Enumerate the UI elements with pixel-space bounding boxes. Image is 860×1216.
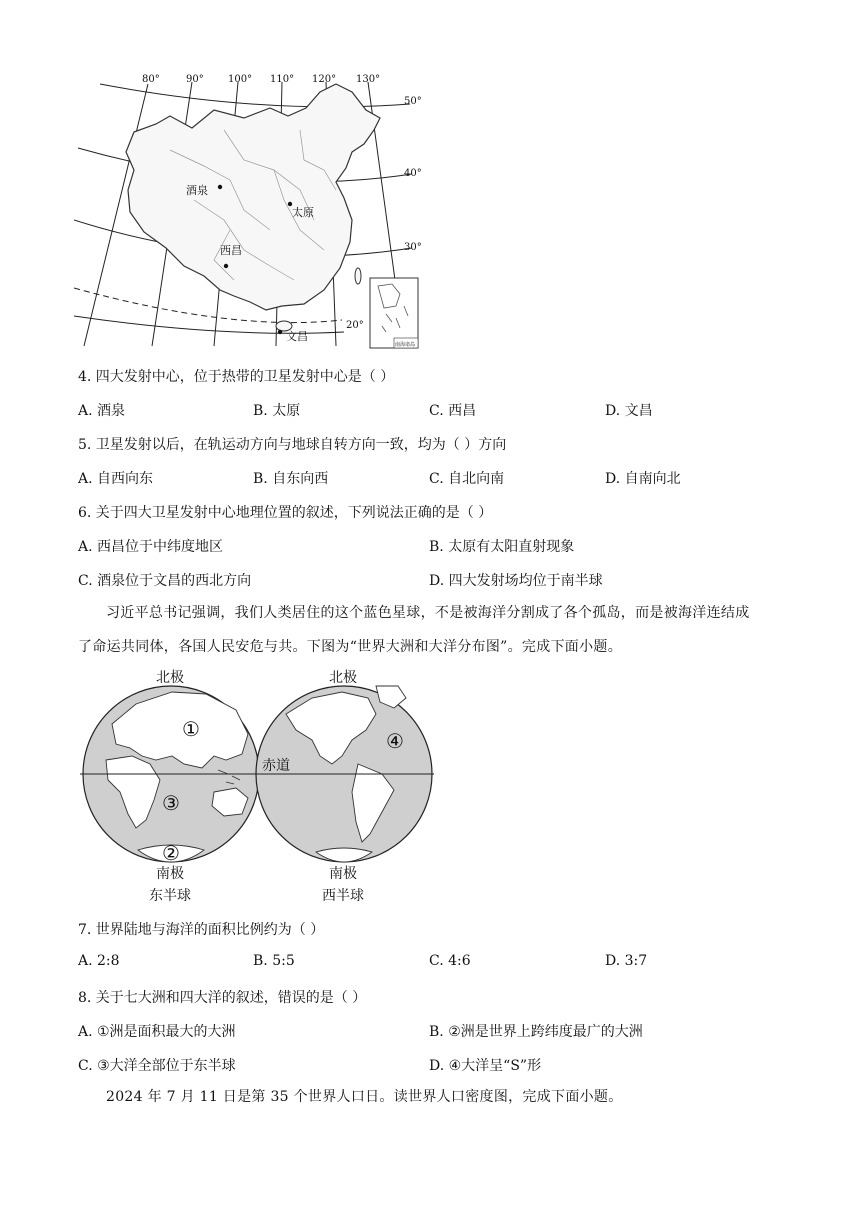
city-label-xichang: 西昌	[220, 244, 242, 257]
lat-label-30: 30°	[404, 242, 422, 253]
q4-option-c[interactable]: C. 西昌	[429, 403, 477, 419]
world-continents-oceans-map	[76, 664, 438, 908]
lon-label-110: 110°	[270, 74, 295, 85]
q8-option-b[interactable]: B. ②洲是世界上跨纬度最广的大洲	[429, 1024, 643, 1040]
q7-option-a[interactable]: A. 2:8	[78, 953, 120, 969]
lon-label-120: 120°	[312, 74, 337, 85]
passage-1-line-1: 习近平总书记强调，我们人类居住的这个蓝色星球，不是被海洋分割成了各个孤岛，而是被海洋连结成	[106, 605, 750, 621]
south-pole-label-east: 南极	[156, 866, 184, 882]
q4-option-a[interactable]: A. 酒泉	[78, 403, 126, 419]
lat-label-50: 50°	[404, 96, 422, 107]
q6-option-d[interactable]: D. 四大发射场均位于南半球	[429, 573, 603, 589]
city-label-taiyuan: 太原	[292, 206, 314, 219]
q7-option-d[interactable]: D. 3:7	[605, 953, 648, 969]
q4-option-b[interactable]: B. 太原	[253, 403, 301, 419]
wenchang-dot	[278, 330, 282, 334]
q4-option-d[interactable]: D. 文昌	[605, 403, 653, 419]
q5-option-d[interactable]: D. 自南向北	[605, 471, 681, 487]
south-pole-label-west: 南极	[329, 866, 357, 882]
question-5-stem: 5. 卫星发射以后，在轨运动方向与地球自转方向一致，均为（ ）方向	[78, 437, 507, 453]
q6-option-b[interactable]: B. 太原有太阳直射现象	[429, 539, 575, 555]
q7-option-b[interactable]: B. 5:5	[253, 953, 295, 969]
west-hemisphere-label: 西半球	[322, 888, 364, 904]
south-china-sea-inset	[370, 278, 418, 348]
marker-1: ①	[182, 717, 200, 741]
east-hemisphere-label: 东半球	[149, 888, 191, 904]
lon-label-130: 130°	[356, 74, 381, 85]
question-7-stem: 7. 世界陆地与海洋的面积比例约为（ ）	[78, 922, 325, 938]
xichang-dot	[224, 264, 228, 268]
north-pole-label-west: 北极	[329, 670, 357, 686]
q5-option-a[interactable]: A. 自西向东	[78, 471, 154, 487]
q8-option-d[interactable]: D. ④大洋呈“S”形	[429, 1058, 542, 1074]
question-6-stem: 6. 关于四大卫星发射中心地理位置的叙述，下列说法正确的是（ ）	[78, 505, 493, 521]
passage-1-line-2: 了命运共同体，各国人民安危与共。下图为“世界大洲和大洋分布图”。完成下面小题。	[78, 639, 623, 655]
marker-4: ④	[386, 729, 404, 753]
lat-label-40: 40°	[404, 168, 422, 179]
q7-option-c[interactable]: C. 4:6	[429, 953, 471, 969]
lon-label-80: 80°	[142, 74, 160, 85]
lat-label-20: 20°	[346, 320, 364, 331]
question-8-stem: 8. 关于七大洲和四大洋的叙述，错误的是（ ）	[78, 990, 367, 1006]
passage-2-line-1: 2024 年 7 月 11 日是第 35 个世界人口日。读世界人口密度图，完成下面小题。	[106, 1089, 623, 1105]
marker-2: ②	[162, 841, 180, 865]
north-pole-label-east: 北极	[156, 670, 184, 686]
q5-option-b[interactable]: B. 自东向西	[253, 471, 329, 487]
q8-option-c[interactable]: C. ③大洋全部位于东半球	[78, 1058, 236, 1074]
lon-label-90: 90°	[186, 74, 204, 85]
q5-option-c[interactable]: C. 自北向南	[429, 471, 505, 487]
city-label-jiuquan: 酒泉	[186, 184, 208, 197]
marker-3: ③	[162, 791, 180, 815]
city-label-wenchang: 文昌	[286, 330, 308, 343]
china-launch-center-map	[74, 70, 434, 352]
inset-label: 南海诸岛	[395, 342, 416, 348]
question-4-stem: 4. 四大发射中心，位于热带的卫星发射中心是（ ）	[78, 369, 395, 385]
lon-label-100: 100°	[228, 74, 253, 85]
equator-label: 赤道	[262, 758, 290, 774]
china-outline	[126, 84, 380, 310]
q6-option-c[interactable]: C. 酒泉位于文昌的西北方向	[78, 573, 252, 589]
jiuquan-dot	[218, 185, 222, 189]
q6-option-a[interactable]: A. 西昌位于中纬度地区	[78, 539, 224, 555]
q8-option-a[interactable]: A. ①洲是面积最大的大洲	[78, 1024, 236, 1040]
